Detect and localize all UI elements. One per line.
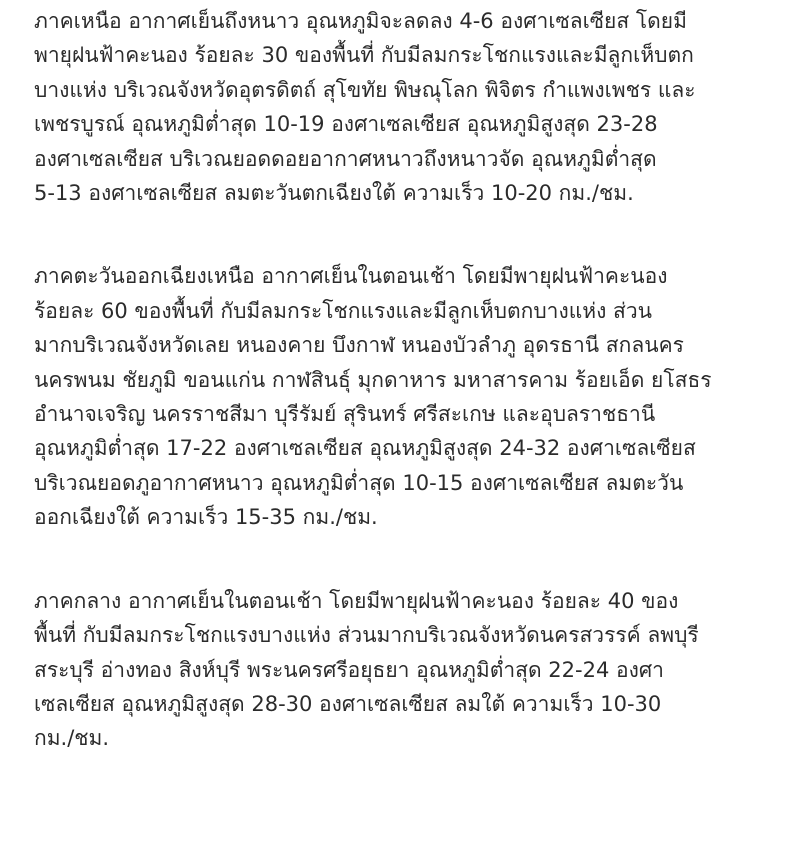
text-line: ภาคกลาง อากาศเย็นในตอนเช้า โดยมีพายุฝนฟ้าคะนอง ร้อยละ 40 ของ xyxy=(34,588,679,613)
text-line: อำนาจเจริญ นครราชสีมา บุรีรัมย์ สุรินทร์ ศรีสะเกษ และอุบลราชธานี xyxy=(34,402,656,427)
text-line: พื้นที่ กับมีลมกระโชกแรงบางแห่ง ส่วนมากบริเวณจังหวัดนครสวรรค์ ลพบุรี xyxy=(34,623,699,648)
paragraph-central xyxy=(34,584,788,756)
paragraph-north xyxy=(34,4,788,210)
text-line: อุณหภูมิต่ำสุด 17-22 องศาเซลเซียส อุณหภูมิสูงสุด 24-32 องศาเซลเซียส xyxy=(34,436,696,461)
text-line: ภาคตะวันออกเฉียงเหนือ อากาศเย็นในตอนเช้า โดยมีพายุฝนฟ้าคะนอง xyxy=(34,264,668,289)
text-line: องศาเซลเซียส บริเวณยอดดอยอากาศหนาวถึงหนาวจัด อุณหภูมิต่ำสุด xyxy=(34,146,657,171)
text-line: พายุฝนฟ้าคะนอง ร้อยละ 30 ของพื้นที่ กับมีลมกระโชกแรงและมีลูกเห็บตก xyxy=(34,43,694,68)
text-line: บางแห่ง บริเวณจังหวัดอุตรดิตถ์ สุโขทัย พิษณุโลก พิจิตร กำแพงเพชร และ xyxy=(34,77,696,102)
text-line: มากบริเวณจังหวัดเลย หนองคาย บึงกาฬ หนองบัวลำภู อุดรธานี สกลนคร xyxy=(34,333,684,358)
text-line: สระบุรี อ่างทอง สิงห์บุรี พระนครศรีอยุธยา อุณหภูมิต่ำสุด 22-24 องศา xyxy=(34,657,664,682)
paragraph-northeast xyxy=(34,259,788,534)
text-line: ภาคเหนือ อากาศเย็นถึงหนาว อุณหภูมิจะลดลง 4-6 องศาเซลเซียส โดยมี xyxy=(34,9,687,33)
text-line: 5-13 องศาเซลเซียส ลมตะวันตกเฉียงใต้ ความเร็ว 10-20 กม./ชม. xyxy=(34,181,634,206)
weather-article xyxy=(34,4,788,756)
text-line: นครพนม ชัยภูมิ ขอนแก่น กาฬสินธุ์ มุกดาหาร มหาสารคาม ร้อยเอ็ด ยโสธร xyxy=(34,367,712,392)
text-line: เซลเซียส อุณหภูมิสูงสุด 28-30 องศาเซลเซียส ลมใต้ ความเร็ว 10-30 xyxy=(34,691,662,716)
text-line: กม./ชม. xyxy=(34,726,110,751)
text-line: เพชรบูรณ์ อุณหภูมิต่ำสุด 10-19 องศาเซลเซียส อุณหภูมิสูงสุด 23-28 xyxy=(34,112,658,137)
text-line: บริเวณยอดภูอากาศหนาว อุณหภูมิต่ำสุด 10-15 องศาเซลเซียส ลมตะวัน xyxy=(34,470,684,495)
text-line: ร้อยละ 60 ของพื้นที่ กับมีลมกระโชกแรงและมีลูกเห็บตกบางแห่ง ส่วน xyxy=(34,298,653,323)
text-line: ออกเฉียงใต้ ความเร็ว 15-35 กม./ชม. xyxy=(34,505,378,530)
